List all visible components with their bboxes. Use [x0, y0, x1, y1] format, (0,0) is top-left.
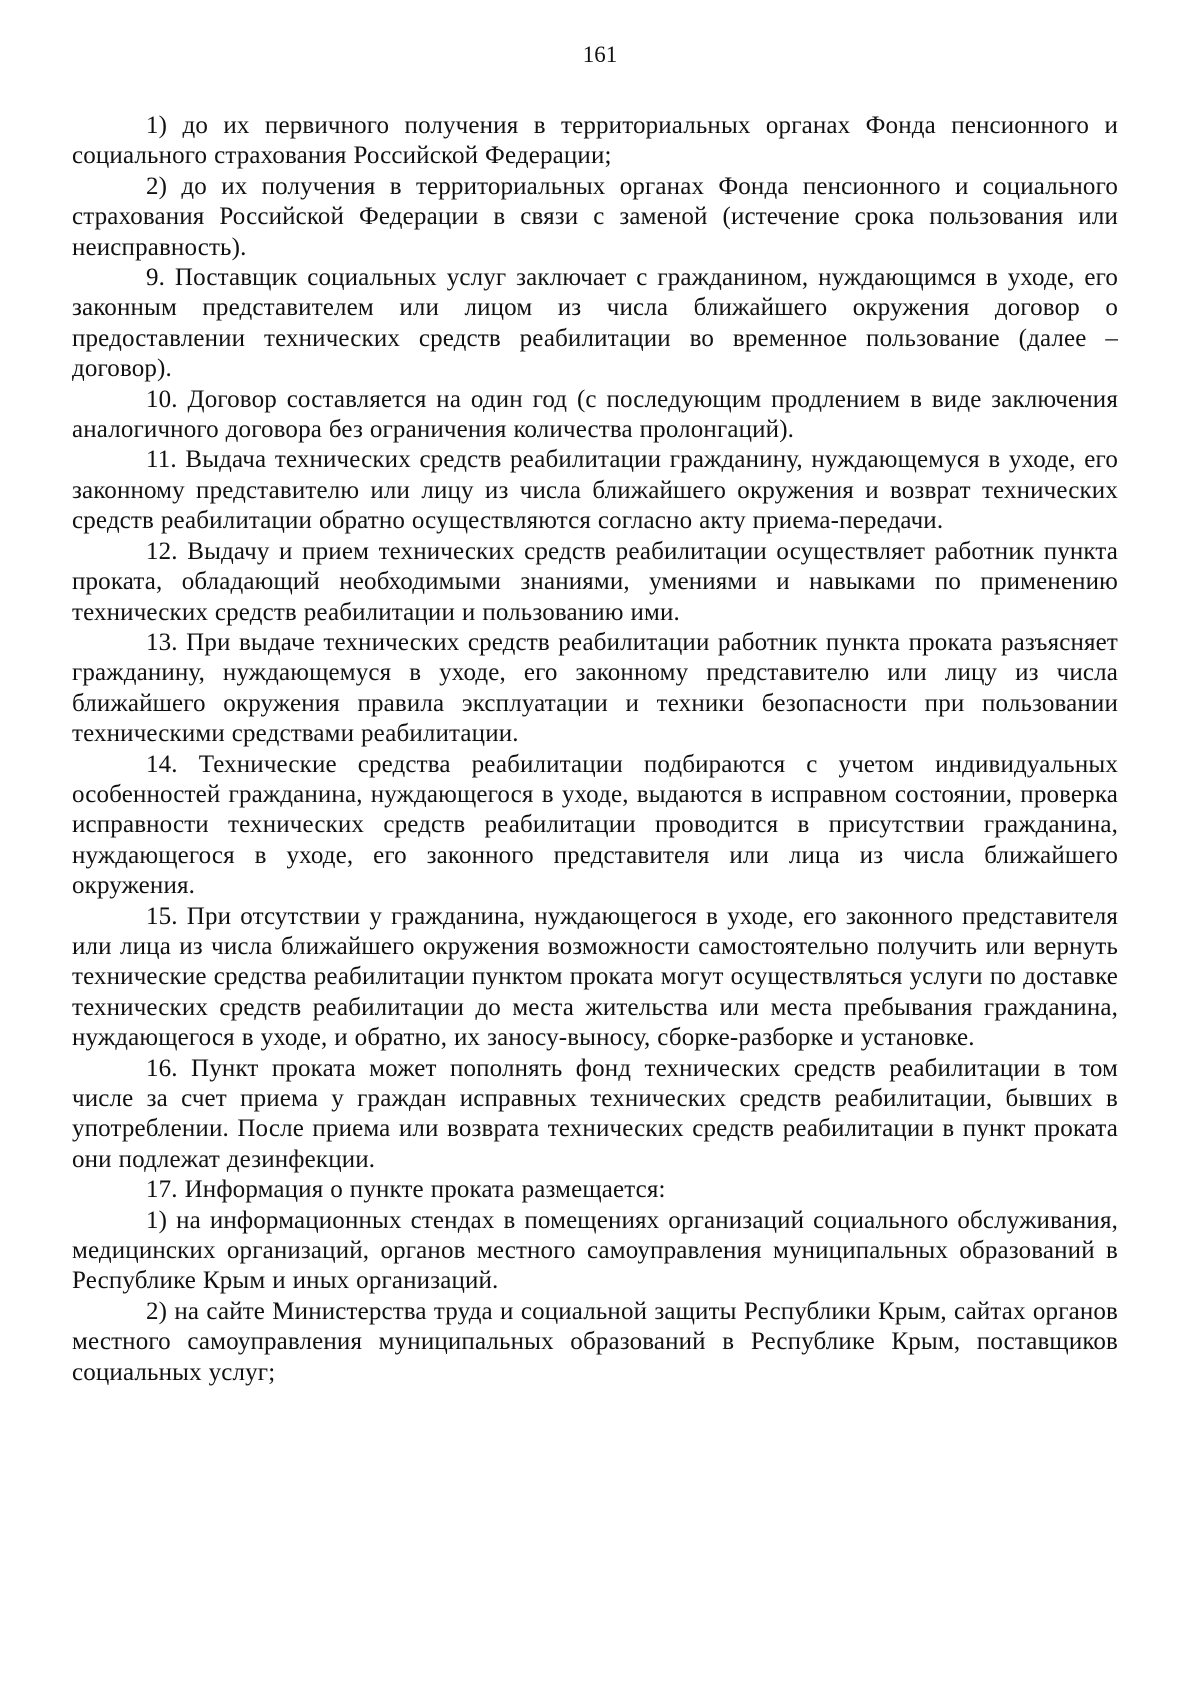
paragraph-16-fund-replenishment: 16. Пункт проката может пополнять фонд технических средств реабилитации в том числе за счет приема у граждан исправных технических средств реабилитации, бывших в употреблении. После приема или возврата технических средств реабилитации в пункт проката они подлежат дезинфекции.	[72, 1054, 1118, 1173]
paragraph-item-1-first-receipt: 1) до их первичного получения в территориальных органах Фонда пенсионного и социального страхования Российской Федерации;	[72, 112, 1118, 170]
paragraph-12-rental-worker: 12. Выдачу и прием технических средств реабилитации осуществляет работник пункта проката, обладающий необходимыми знаниями, умениями и навыками по применению технических средств реабилитации и пользованию ими.	[72, 537, 1118, 626]
paragraph-17-item-2-websites: 2) на сайте Министерства труда и социальной защиты Республики Крым, сайтах органов местного самоуправления муниципальных образований в Республике Крым, поставщиков социальных услуг;	[72, 1297, 1118, 1386]
paragraph-17-item-1-stands: 1) на информационных стендах в помещениях организаций социального обслуживания, медицинских организаций, органов местного самоуправления муниципальных образований в Республике Крым и иных организаций.	[72, 1206, 1118, 1295]
paragraph-17-information: 17. Информация о пункте проката размещается:	[146, 1176, 666, 1204]
document-body	[72, 111, 1118, 1388]
paragraph-10-contract-term: 10. Договор составляется на один год (с последующим продлением в виде заключения аналогичного договора без ограничения количества пролонгаций).	[72, 385, 1118, 444]
page-number: 161	[582, 42, 618, 67]
paragraph-9-contract: 9. Поставщик социальных услуг заключает с гражданином, нуждающимся в уходе, его законным представителем или лицом из числа ближайшего окружения договор о предоставлении технических средств реабилитации во временное пользование (далее – договор).	[72, 264, 1118, 383]
paragraph-14-selection: 14. Технические средства реабилитации подбираются с учетом индивидуальных особенностей гражданина, нуждающегося в уходе, выдаются в исправном состоянии, проверка исправности технических средств реабилитации проводится в присутствии гражданина, нуждающегося в уходе, его законного представителя или лица из числа ближайшего окружения.	[72, 750, 1118, 900]
paragraph-item-2-replacement: 2) до их получения в территориальных органах Фонда пенсионного и социального страхования Российской Федерации в связи с заменой (истечение срока пользования или неисправность).	[72, 172, 1118, 261]
paragraph-11-issue-return: 11. Выдача технических средств реабилитации гражданину, нуждающемуся в уходе, его законному представителю или лицу из числа ближайшего окружения и возврат технических средств реабилитации обратно осуществляются согласно акту приема-передачи.	[72, 446, 1118, 535]
paragraph-15-delivery: 15. При отсутствии у гражданина, нуждающегося в уходе, его законного представителя или лица из числа ближайшего окружения возможности самостоятельно получить или вернуть технические средства реабилитации пунктом проката могут осуществляться услуги по доставке технических средств реабилитации до места жительства или места пребывания гражданина, нуждающегося в уходе, и обратно, их заносу-выносу, сборке-разборке и установке.	[72, 902, 1118, 1052]
paragraph-13-explanation: 13. При выдаче технических средств реабилитации работник пункта проката разъясняет гражданину, нуждающемуся в уходе, его законному представителю или лицу из числа ближайшего окружения правила эксплуатации и техники безопасности при пользовании техническими средствами реабилитации.	[72, 628, 1118, 748]
